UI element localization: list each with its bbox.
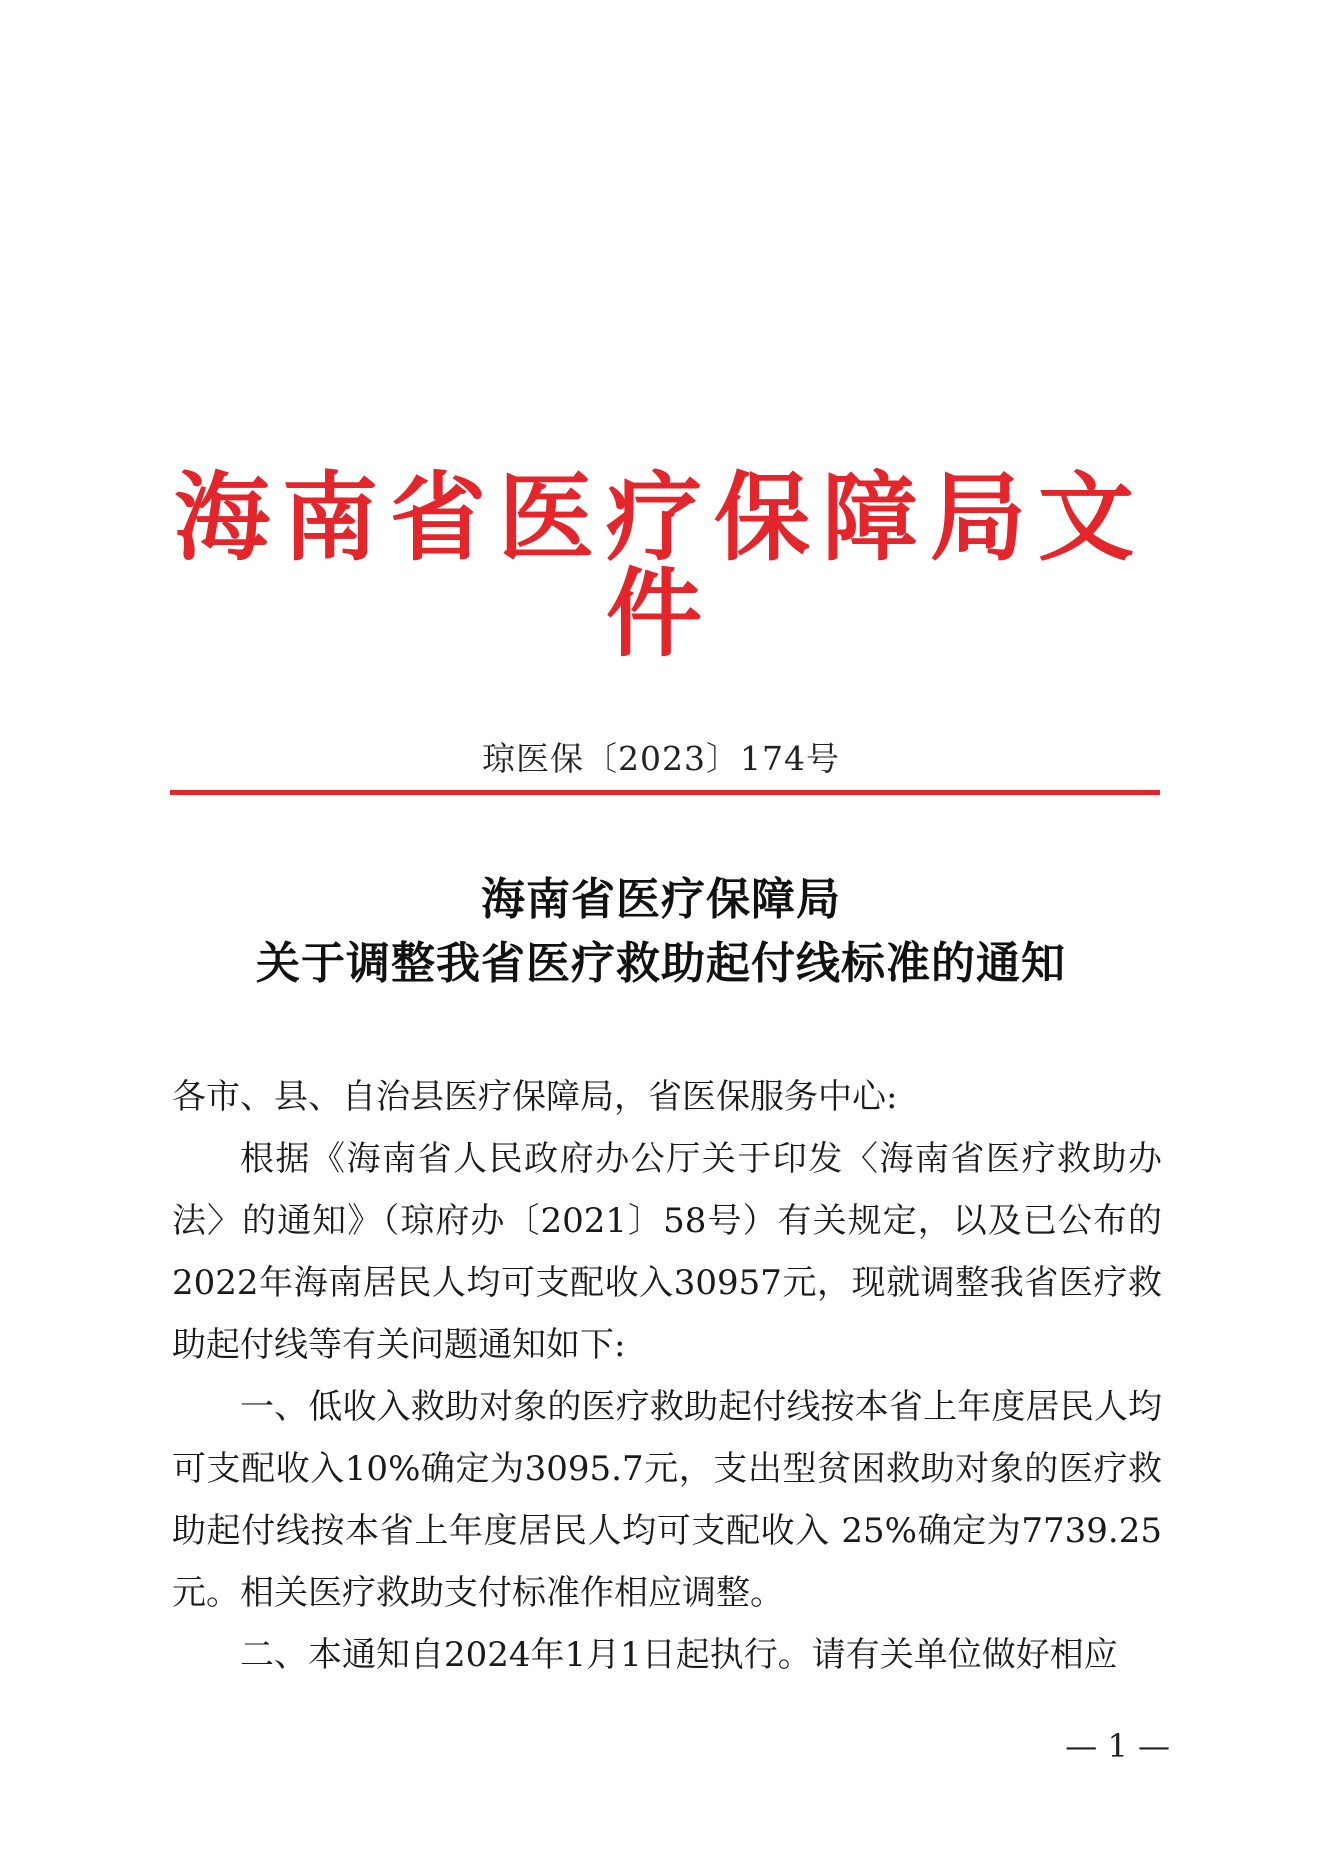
body-paragraph-2: 一、低收入救助对象的医疗救助起付线按本省上年度居民人均可支配收入10%确定为3095.7元，支出型贫困救助对象的医疗救助起付线按本省上年度居民人均可支配收入 25%确定为7739.25元。相关医疗救助支付标准作相应调整。 [172,1387,1162,1613]
page-number: — 1 — [1065,1727,1170,1765]
document-number: 琼医保〔2023〕174号 [482,739,840,778]
document-title-line1: 海南省医疗保障局 [481,874,841,925]
addressee: 各市、县、自治县医疗保障局，省医保服务中心: [172,1077,898,1117]
body-paragraph-3: 二、本通知自2024年1月1日起执行。请有关单位做好相应 [240,1635,1118,1675]
red-divider [170,790,1160,795]
masthead-title: 海南省医疗保障局文件 [174,461,1146,670]
document-title-line2: 关于调整我省医疗救助起付线标准的通知 [256,938,1066,989]
body-paragraph-1: 根据《海南省人民政府办公厅关于印发〈海南省医疗救助办法〉的通知》（琼府办〔2021〕58号）有关规定，以及已公布的2022年海南居民人均可支配收入30957元，现就调整我省医疗救助起付线等有关问题通知如下: [172,1139,1162,1365]
